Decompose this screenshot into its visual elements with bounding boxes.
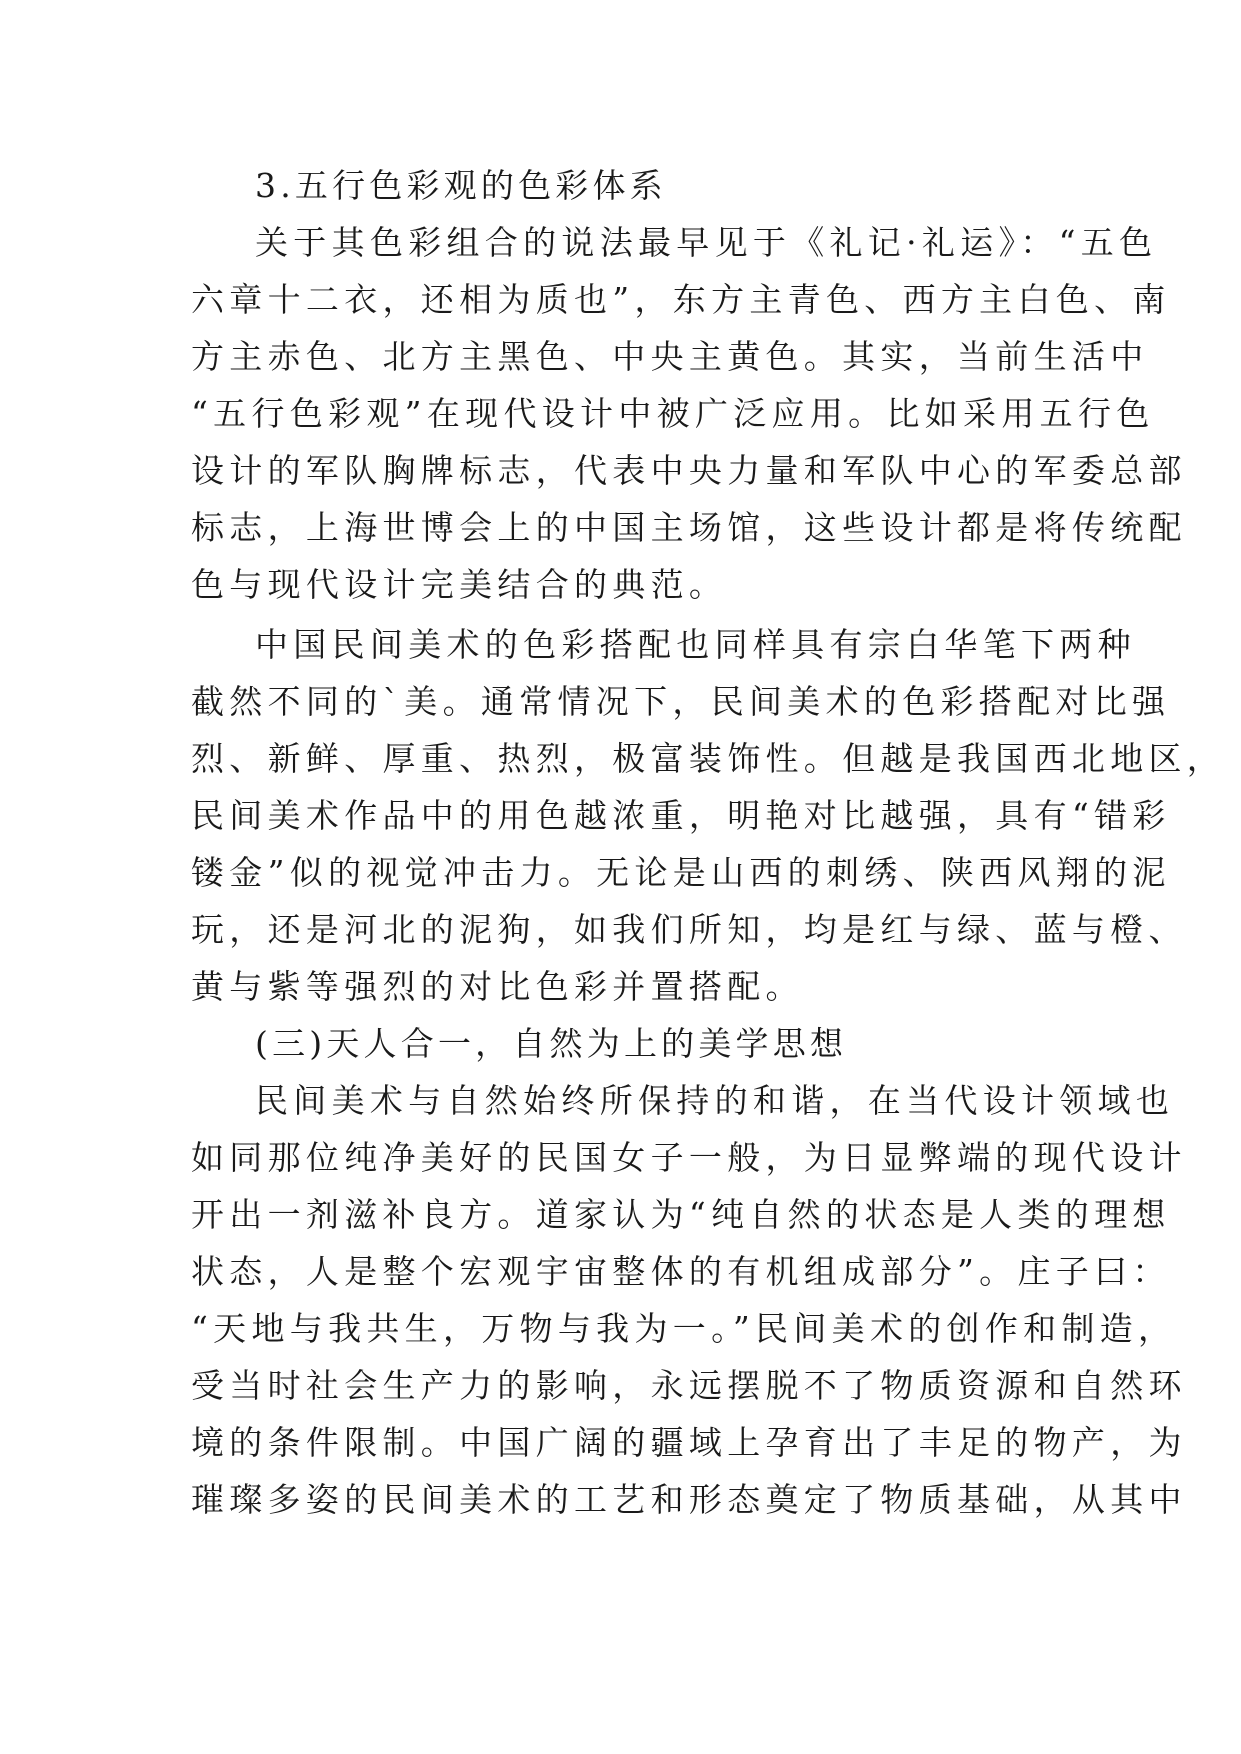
paragraph-line: 受当时社会生产力的影响，永远摆脱不了物质资源和自然环 <box>191 1366 1187 1405</box>
paragraph-line: 设计的军队胸牌标志，代表中央力量和军队中心的军委总部 <box>191 451 1187 490</box>
paragraph-line: “五行色彩观”在现代设计中被广泛应用。比如采用五行色 <box>191 394 1155 433</box>
paragraph-line: 民间美术与自然始终所保持的和谐，在当代设计领域也 <box>255 1081 1175 1120</box>
section-heading: 3.五行色彩观的色彩体系 <box>255 166 667 205</box>
paragraph-line: 中国民间美术的色彩搭配也同样具有宗白华笔下两种 <box>255 625 1136 664</box>
paragraph-line: 状态，人是整个宏观宇宙整体的有机组成部分”。庄子曰： <box>191 1252 1171 1291</box>
paragraph-line: 标志，上海世博会上的中国主场馆，这些设计都是将传统配 <box>191 508 1187 547</box>
paragraph-line: 民间美术作品中的用色越浓重，明艳对比越强，具有“错彩 <box>191 796 1171 835</box>
paragraph-line: 璀璨多姿的民间美术的工艺和形态奠定了物质基础，从其中 <box>191 1480 1187 1519</box>
paragraph-line: 六章十二衣，还相为质也”，东方主青色、西方主白色、南 <box>191 280 1171 319</box>
section-heading: (三)天人合一，自然为上的美学思想 <box>255 1024 848 1063</box>
paragraph-line: “天地与我共生，万物与我为一。”民间美术的创作和制造， <box>191 1309 1177 1348</box>
paragraph-line: 镂金”似的视觉冲击力。无论是山西的刺绣、陕西风翔的泥 <box>191 853 1171 892</box>
paragraph-line: 如同那位纯净美好的民国女子一般，为日显弊端的现代设计 <box>191 1138 1187 1177</box>
paragraph-line: 黄与紫等强烈的对比色彩并置搭配。 <box>191 967 804 1006</box>
paragraph-line: 玩，还是河北的泥狗，如我们所知，均是红与绿、蓝与橙、 <box>191 910 1187 949</box>
paragraph-line: 截然不同的`美。通常情况下，民间美术的色彩搭配对比强 <box>191 682 1171 721</box>
paragraph-line: 开出一剂滋补良方。道家认为“纯自然的状态是人类的理想 <box>191 1195 1171 1234</box>
paragraph-line: 方主赤色、北方主黑色、中央主黄色。其实，当前生活中 <box>191 337 1149 376</box>
paragraph-line: 境的条件限制。中国广阔的疆域上孕育出了丰足的物产，为 <box>191 1423 1187 1462</box>
paragraph-line: 关于其色彩组合的说法最早见于《礼记·礼运》：“五色 <box>255 223 1158 262</box>
paragraph-line: 烈、新鲜、厚重、热烈，极富装饰性。但越是我国西北地区， <box>191 739 1226 778</box>
paragraph-line: 色与现代设计完美结合的典范。 <box>191 565 728 604</box>
